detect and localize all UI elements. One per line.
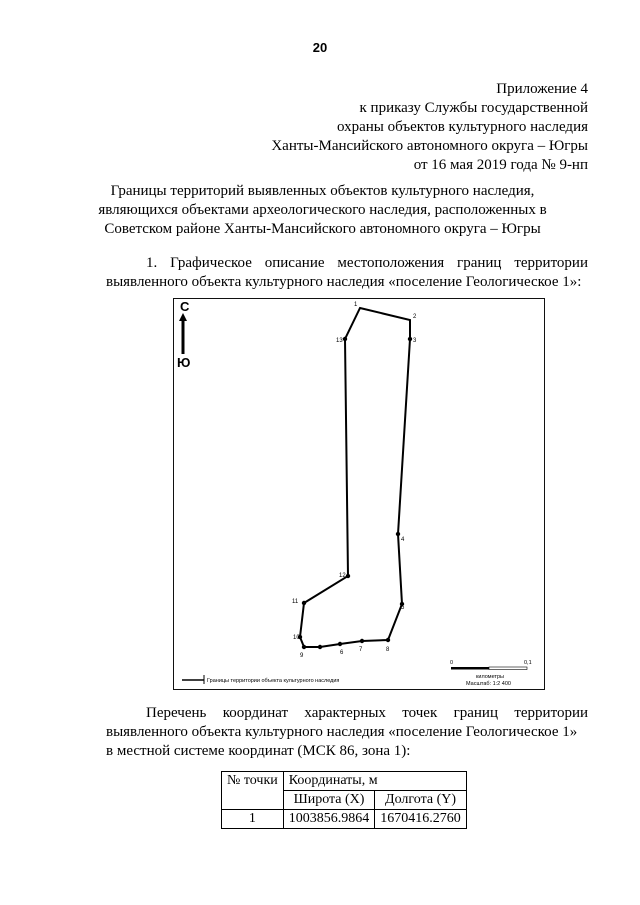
point-label: 3 bbox=[413, 338, 417, 344]
section1-line: 1. Графическое описание местоположения границ территории bbox=[146, 255, 588, 271]
north-label: С bbox=[180, 299, 190, 314]
document-title bbox=[60, 182, 585, 239]
point-label: 11 bbox=[292, 599, 299, 605]
point-label: 8 bbox=[386, 647, 390, 653]
title-line: Советском районе Ханты-Мансийского автономного округа – Югры bbox=[104, 221, 541, 237]
appendix-line: от 16 мая 2019 года № 9-нп bbox=[413, 157, 588, 173]
point-label: 9 bbox=[300, 653, 304, 659]
section1-line: выявленного объекта культурного наследия «поселение Геологическое 1»: bbox=[106, 274, 582, 290]
point-label: 7 bbox=[359, 647, 363, 653]
north-arrow-icon bbox=[177, 299, 190, 370]
appendix-line: Приложение 4 bbox=[496, 81, 588, 97]
point-label: 10 bbox=[293, 635, 300, 641]
table-header-lon: Долгота (Y) bbox=[375, 791, 467, 810]
title-line: Границы территорий выявленных объектов культурного наследия, bbox=[110, 183, 535, 199]
section2-paragraph bbox=[106, 704, 588, 761]
appendix-line: Ханты-Мансийского автономного округа – Югры bbox=[271, 138, 588, 154]
boundary-polygon bbox=[300, 308, 410, 647]
table-header-num: № точки bbox=[222, 772, 284, 810]
table-header-lat: Широта (X) bbox=[283, 791, 375, 810]
section2-line: выявленного объекта культурного наследия «поселение Геологическое 1» bbox=[106, 724, 578, 740]
point-label: 4 bbox=[401, 537, 405, 543]
south-label: Ю bbox=[177, 355, 191, 370]
appendix-header bbox=[271, 80, 588, 175]
point-label: 13 bbox=[336, 338, 343, 344]
boundary-map bbox=[173, 298, 545, 690]
point-label: 2 bbox=[413, 314, 417, 320]
map-legend bbox=[182, 675, 339, 684]
point-label: 1 bbox=[354, 302, 358, 308]
scale-zero: 0 bbox=[450, 660, 454, 666]
legend-label: Границы территории объекта культурного наследия bbox=[207, 678, 340, 684]
scale-end: 0,1 bbox=[524, 660, 532, 666]
appendix-line: охраны объектов культурного наследия bbox=[336, 119, 588, 135]
table-cell-lat: 1003856.9864 bbox=[283, 810, 375, 829]
coordinates-table bbox=[221, 771, 467, 829]
table-cell-lon: 1670416.2760 bbox=[375, 810, 467, 829]
section2-line: Перечень координат характерных точек границ территории bbox=[146, 705, 588, 721]
title-line: являющихся объектами археологического наследия, расположенных в bbox=[98, 202, 547, 218]
scale-bar bbox=[450, 660, 532, 687]
scale-unit: километры bbox=[476, 674, 504, 680]
point-label: 12 bbox=[339, 573, 346, 579]
section2-line: в местной системе координат (МСК 86, зона 1): bbox=[106, 743, 411, 759]
section1-paragraph bbox=[106, 254, 588, 292]
table-cell-num: 1 bbox=[222, 810, 284, 829]
page-number: 20 bbox=[312, 40, 328, 55]
scale-text: Масштаб: 1:2 400 bbox=[466, 681, 511, 687]
table-row bbox=[222, 810, 467, 829]
point-label: 6 bbox=[340, 650, 344, 656]
appendix-line: к приказу Службы государственной bbox=[359, 100, 588, 116]
table-header-coords: Координаты, м bbox=[283, 772, 466, 791]
point-label: 5 bbox=[401, 605, 405, 611]
